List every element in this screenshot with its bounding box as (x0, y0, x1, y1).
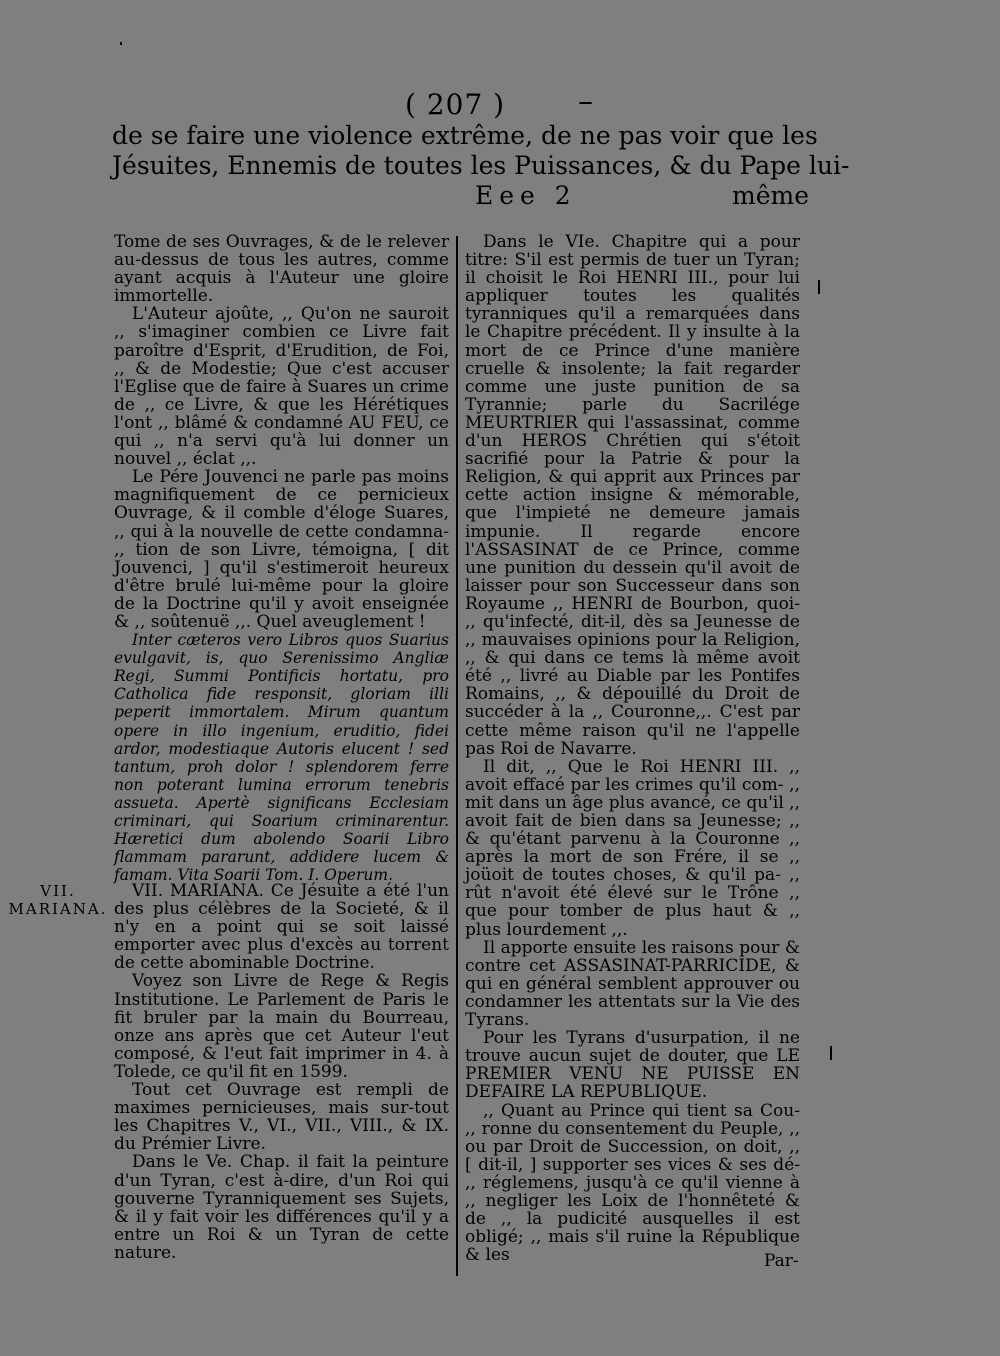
left-paragraph: VII. MARIANA. Ce Jésuite a été l'un des plus célèbres de la Societé, & il n'y en a point qui se soit laissé emporter avec plus d'excès au torrent de cette abominable Doctrine. (114, 881, 449, 974)
left-paragraph: Voyez son Livre de Rege & Regis Institutione. Le Parlement de Paris le fit bruler par la main du Bourreau, onze ans après que cet Auteur l'eut composé, & l'eut fait imprimer in 4. à Tolede, ce qu'il fit en 1599. (114, 971, 449, 1082)
left-column (114, 233, 449, 884)
margin-note (8, 882, 108, 918)
running-text-line-2: Jésuites, Ennemis de toutes les Puissances, & du Pape lui- (112, 151, 850, 180)
catchword-top: même (732, 181, 810, 210)
left-paragraph: Dans le Ve. Chap. il fait la peinture d'un Tyran, c'est à-dire, d'un Roi qui gouverne Tyranniquement ses Sujets, & il y fait voir les différences qu'il y a entre un Roi & un Tyran de cette nature. (114, 1152, 449, 1263)
header-dash: – (578, 84, 593, 119)
left-paragraph: Tome de ses Ouvrages, & de le relever au-dessus de tous les autres, comme ayant acquis à l'Auteur une gloire immortelle. (114, 232, 449, 307)
right-paragraph: Pour les Tyrans d'usurpation, il ne trouve aucun sujet de douter, que LE PREMIER VENU NE PUISSE EN DEFAIRE LA REPUBLIQUE. (465, 1028, 800, 1103)
column-rule (456, 236, 458, 1276)
left-paragraph: L'Auteur ajoûte, ,, Qu'on ne sauroit ,, s'imaginer combien ce Livre fait paroître d'Esprit, d'Erudition, de Foi, ,, & de Modestie; Que c'est accuser l'Eglise que de faire à Suares un crime de ,, ce Livre, & que les Hérétiques l'ont ,, blâmé & condamné AU FEU, ce qui ,, n'a servi qu'à lui donner un nouvel ,, éclat ,,. (114, 304, 449, 470)
ink-speck (818, 280, 820, 294)
left-paragraph: Tout cet Ouvrage est rempli de maximes pernicieuses, mais sur-tout les Chapitres V., VI., VII., VIII., & IX. du Prémier Livre. (114, 1080, 449, 1155)
margin-number: VII. (40, 882, 76, 900)
right-paragraph: ,, Quant au Prince qui tient sa Cou- ,, ronne du consentement du Peuple, ,, ou par Droit de Succession, on doit, ,, [ dit-il, ] supporter ses vices & ses dé- ,, réglemens, jusqu'à ce qu'il vienne à ,, negliger les Loix de l'honnêteté & de ,, la pudicité ausquelles il est obligé; ,, mais s'il ruine la République & les (465, 1100, 800, 1266)
left-paragraph: Le Pére Jouvenci ne parle pas moins magnifiquement de ce pernicieux Ouvrage, & il comble d'éloge Suares, ,, qui à la nouvelle de cette condamna- ,, tion de son Livre, témoigna, [ dit Jouvenci, ] qu'il s'estimeroit heureux d'être brulé lui-même pour la gloire de la Doctrine qu'il y avoit enseignée & ,, soûtenuë ,,. Quel aveuglement ! (114, 467, 449, 632)
right-paragraph: Dans le VIe. Chapitre qui a pour titre: S'il est permis de tuer un Tyran; il choisit le Roi HENRI III., pour lui appliquer toutes les qualités tyranniques qu'il a remarquées dans le Chapitre précédent. Il y insulte à la mort de ce Prince d'une manière cruelle & insolente; la fait regarder comme une juste punition de sa Tyrannie; parle du Sacrilége MEURTRIER qui l'assassinat, comme d'un HEROS Chrétien qui s'étoit sacrifié pour la Patrie & pour la Religion, & qui apprit aux Princes par cette action insigne & mémorable, que l'impieté ne demeure jamais impunie. Il regarde encore l'ASSASINAT de ce Prince, comme une punition du dessein qu'il avoit de laisser pour son Successeur dans son Royaume ,, HENRI de Bourbon, quoi- ,, qu'infecté, dit-il, dès sa Jeunesse de ,, mauvaises opinions pour la Religion, ,, & qui dans ce tems là même avoit été ,, livré au Diable par les Pontifes Romains, ,, & dépouillé du Droit de succéder à la ,, Couronne,,. C'est par cette même raison qu'il ne l'appelle pas Roi de Navarre. (465, 232, 800, 759)
ink-speck (830, 1046, 832, 1060)
section-vii-mariana (114, 882, 449, 1262)
running-text-line-1: de se faire une violence extrême, de ne pas voir que les (112, 121, 818, 150)
catchword-bottom: Par- (764, 1251, 799, 1271)
margin-title: MARIANA. (8, 900, 108, 918)
latin-quotation: Inter cæteros vero Libros quos Suarius evulgavit, is, quo Serenissimo Angliæ Regi, Summi Pontificis hortatu, pro Catholica fide responsit, gloriam illi peperit immortalem. Mirum quantum opere in illo ingenium, eruditio, fidei ardor, modestiaque Autoris elucent ! sed tantum, proh dolor ! splendorem ferre non poterant lumina errorum tenebris assueta. Apertè significans Ecclesiam criminari, qui Soarium criminarentur. Hæretici dum abolendo Soarii Libro flammam pararunt, addidere lucem & famam. Vita Soarii Tom. I. Operum. (114, 631, 449, 885)
right-paragraph: Il dit, ,, Que le Roi HENRI III. ,, avoit effacé par les crimes qu'il com- ,, mit dans un âge plus avancé, ce qu'il ,, avoit fait de bien dans sa Jeunesse; ,, & qu'étant parvenu à la Couronne ,, après la mort de son Frére, il se ,, joüoit de toutes choses, & qu'il pa- ,, rût n'avoit été élevé sur le Trône ,, que pour tomber de plus haut & ,, plus lourdement ,,. (465, 756, 800, 940)
signature-mark: Eee 2 (475, 181, 577, 210)
right-column (465, 233, 800, 1264)
ink-speck (120, 42, 122, 45)
right-paragraph: Il apporte ensuite les raisons pour & contre cet ASSASINAT-PARRICIDE, & qui en général semblent approuver ou condamner les attentats sur la Vie des Tyrans. (465, 937, 800, 1031)
page-number: ( 207 ) (405, 88, 506, 121)
